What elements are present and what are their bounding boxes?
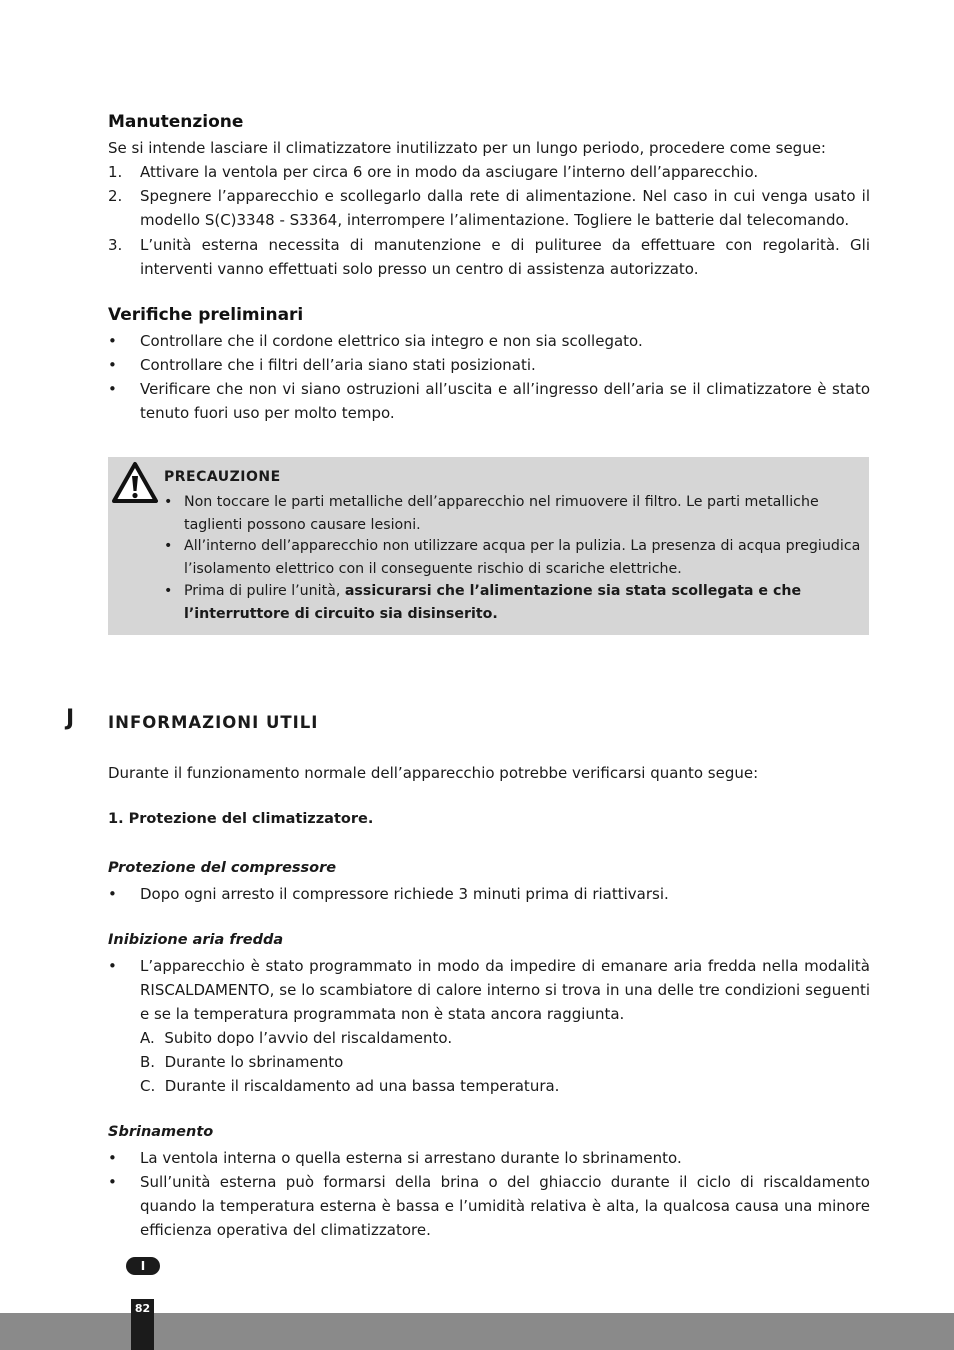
- step-text: Spegnere l’apparecchio e scollegarlo dalla rete di alimentazione. Nel caso in cui venga usato il modello S(C)3348 - S3364, interrompere l’alimentazione. Togliere le batterie dal telecomando.: [140, 187, 870, 229]
- bullet: •: [108, 332, 117, 350]
- sub-item-text: Durante lo sbrinamento: [164, 1053, 344, 1071]
- bullet: •: [108, 1173, 117, 1191]
- maintenance-step: [108, 233, 870, 281]
- warning-icon: [112, 461, 158, 503]
- caution-box: [108, 457, 869, 635]
- checks-item: [108, 329, 870, 353]
- step-number: 2.: [108, 187, 123, 205]
- defrost-item: [108, 1170, 870, 1242]
- bullet: •: [108, 380, 117, 398]
- language-badge: I: [126, 1257, 160, 1275]
- section-title: INFORMAZIONI UTILI: [108, 713, 319, 732]
- page-number: 82: [134, 1302, 151, 1315]
- caution-item-bold: assicurarsi che l’alimentazione sia stata scollegata e che l’interruttore di circuito sia disinserito.: [184, 583, 802, 622]
- sub-item-letter: C.: [140, 1077, 156, 1095]
- cold-air-item: [108, 954, 870, 1026]
- checks-item-text: Verificare che non vi siano ostruzioni all’uscita e all’ingresso dell’aria se il climatizzatore è stato tenuto fuori uso per molto tempo.: [140, 380, 870, 422]
- defrost-title: Sbrinamento: [108, 1124, 214, 1140]
- sub-item-letter: A.: [140, 1029, 155, 1047]
- bullet: •: [108, 356, 117, 374]
- caution-item-text: [184, 580, 864, 625]
- maintenance-title: Manutenzione: [108, 112, 244, 132]
- checks-item: [108, 353, 870, 377]
- caution-item-text: All’interno dell’apparecchio non utilizzare acqua per la pulizia. La presenza di acqua pregiudica l’isolamento elettrico con il conseguente rischio di scariche elettriche.: [184, 538, 861, 577]
- bullet: •: [108, 885, 117, 903]
- compressor-item: [108, 882, 870, 906]
- compressor-title: Protezione del compressore: [108, 860, 337, 876]
- defrost-item-text: La ventola interna o quella esterna si arrestano durante lo sbrinamento.: [140, 1149, 682, 1167]
- step-number: 1.: [108, 163, 123, 181]
- bullet: •: [164, 494, 173, 510]
- section-letter: J: [66, 706, 75, 731]
- cold-air-text: L’apparecchio è stato programmato in modo da impedire di emanare aria fredda nella modalità RISCALDAMENTO, se lo scambiatore di calore interno si trova in una delle tre condizioni seguenti e se la temperatura programmata non è stata ancora raggiunta.: [140, 957, 870, 1023]
- cold-air-sub-item: [140, 1026, 452, 1050]
- bullet: •: [164, 583, 173, 599]
- defrost-item: [108, 1146, 870, 1170]
- step-text: L’unità esterna necessita di manutenzione e di pulituree da effettuare con regolarità. Gli interventi vanno effettuati solo presso un centro di assistenza autorizzato.: [140, 236, 870, 278]
- compressor-item-text: Dopo ogni arresto il compressore richiede 3 minuti prima di riattivarsi.: [140, 885, 669, 903]
- caution-item: [164, 580, 864, 625]
- caution-item: [164, 535, 864, 580]
- section-subtitle: 1. Protezione del climatizzatore.: [108, 811, 374, 827]
- caution-title: PRECAUZIONE: [164, 469, 281, 485]
- maintenance-intro: Se si intende lasciare il climatizzatore inutilizzato per un lungo periodo, procedere come segue:: [108, 139, 826, 157]
- page-tab: [131, 1299, 154, 1350]
- cold-air-sub-item: [140, 1050, 343, 1074]
- step-number: 3.: [108, 236, 123, 254]
- maintenance-step: [108, 184, 870, 232]
- bullet: •: [108, 957, 117, 975]
- sub-item-text: Subito dopo l’avvio del riscaldamento.: [164, 1029, 453, 1047]
- sub-item-letter: B.: [140, 1053, 156, 1071]
- section-intro: Durante il funzionamento normale dell’apparecchio potrebbe verificarsi quanto segue:: [108, 764, 759, 782]
- caution-item-prefix: Prima di pulire l’unità,: [184, 583, 345, 599]
- caution-item: [164, 491, 864, 536]
- bullet: •: [108, 1149, 117, 1167]
- defrost-item-text: Sull’unità esterna può formarsi della brina o del ghiaccio durante il ciclo di riscaldamento quando la temperatura esterna è bassa e l’umidità relativa è alta, la qualcosa causa una minore efficienza operativa del climatizzatore.: [140, 1173, 870, 1239]
- step-text: Attivare la ventola per circa 6 ore in modo da asciugare l’interno dell’apparecchio.: [140, 163, 759, 181]
- caution-item-text: Non toccare le parti metalliche dell’apparecchio nel rimuovere il filtro. Le parti metalliche taglienti possono causare lesioni.: [184, 494, 819, 533]
- checks-title: Verifiche preliminari: [108, 305, 304, 325]
- maintenance-step: [108, 160, 870, 184]
- checks-item-text: Controllare che il cordone elettrico sia integro e non sia scollegato.: [140, 332, 643, 350]
- bullet: •: [164, 538, 173, 554]
- cold-air-title: Inibizione aria fredda: [108, 932, 284, 948]
- checks-item: [108, 377, 870, 425]
- checks-item-text: Controllare che i filtri dell’aria siano stati posizionati.: [140, 356, 536, 374]
- cold-air-sub-item: [140, 1074, 559, 1098]
- sub-item-text: Durante il riscaldamento ad una bassa temperatura.: [164, 1077, 560, 1095]
